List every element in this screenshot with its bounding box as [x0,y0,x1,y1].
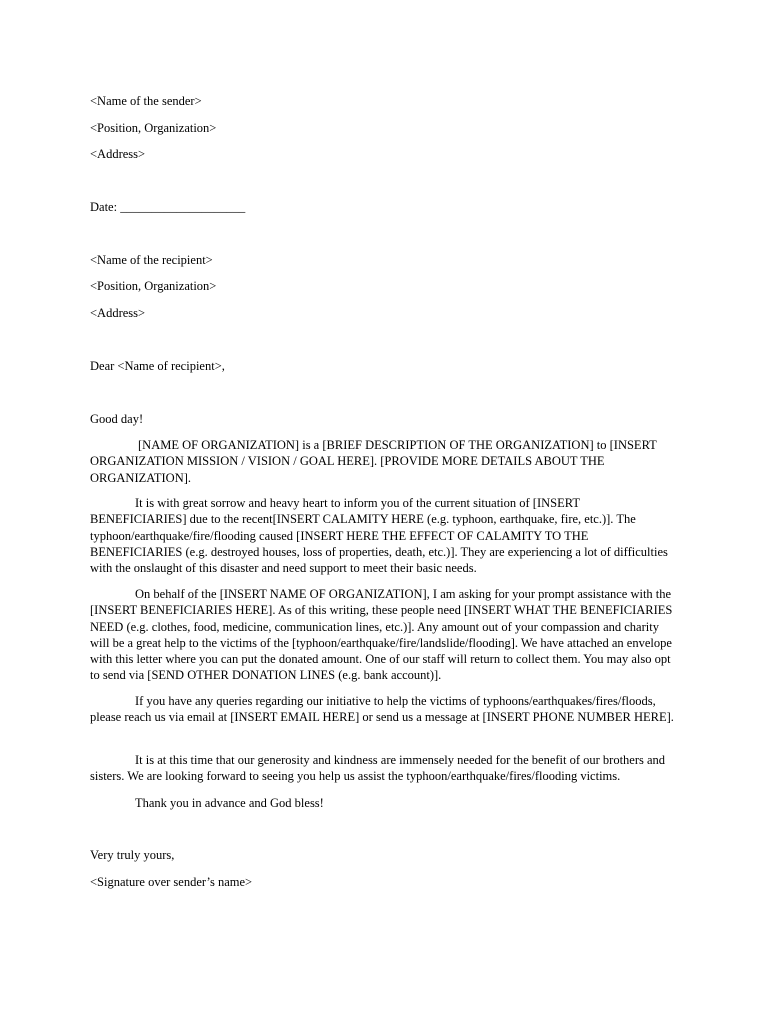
salutation: Dear <Name of recipient>, [90,359,225,373]
recipient-address: <Address> [90,306,146,320]
sender-position: <Position, Organization> [90,121,217,135]
signature-line: <Signature over sender’s name> [90,875,253,889]
recipient-position: <Position, Organization> [90,279,217,293]
body-paragraph-3: On behalf of the [INSERT NAME OF ORGANIZATION], I am asking for your prompt assistance with the [INSERT BENEFICIARIES HERE]. As of this writing, these people need [INSERT WHAT THE BENEFICIARIES NEED (e.g. clothes, food, medicine, communication lines, etc.)]. Any amount out of your compassion and charity will be a great help to the victims of the [typhoon/earthquake/fire/landslide/flooding]. We have attached an envelope with this letter where you can put the donated amount. One of our staff will return to collect them. You may also opt to send via [SEND OTHER DONATION LINES (e.g. bank account)]. [90,587,673,683]
body-paragraph-4: If you have any queries regarding our initiative to help the victims of typhoons/earthquakes/fires/floods, please reach us via email at [INSERT EMAIL HERE] or send us a message at [INSERT PHONE NUMBER HERE]. [90,694,674,725]
closing: Very truly yours, [90,848,175,862]
date-line: Date: ____________________ [90,200,246,214]
sender-name: <Name of the sender> [90,94,202,108]
greeting: Good day! [90,412,144,426]
body-paragraph-5: It is at this time that our generosity and kindness are immensely needed for the benefit of our brothers and sisters. We are looking forward to seeing you help us assist the typhoon/earthquake/fires/flooding victims. [90,753,666,784]
body-paragraph-6: Thank you in advance and God bless! [135,796,324,810]
sender-address: <Address> [90,147,146,161]
recipient-name: <Name of the recipient> [90,253,213,267]
body-paragraph-2: It is with great sorrow and heavy heart to inform you of the current situation of [INSERT BENEFICIARIES] due to the recent[INSERT CALAMITY HERE (e.g. typhoon, earthquake, fire, etc.)]. The typhoon/earthquake/fire/flooding caused [INSERT HERE THE EFFECT OF CALAMITY TO THE BENEFICIARIES (e.g. destroyed houses, loss of properties, death, etc.)]. They are experiencing a lot of difficulties with the onslaught of this disaster and need support to meet their basic needs. [90,496,668,576]
body-paragraph-1: [NAME OF ORGANIZATION] is a [BRIEF DESCRIPTION OF THE ORGANIZATION] to [INSERT ORGANIZATION MISSION / VISION / GOAL HERE]. [PROVIDE MORE DETAILS ABOUT THE ORGANIZATION]. [90,438,657,485]
